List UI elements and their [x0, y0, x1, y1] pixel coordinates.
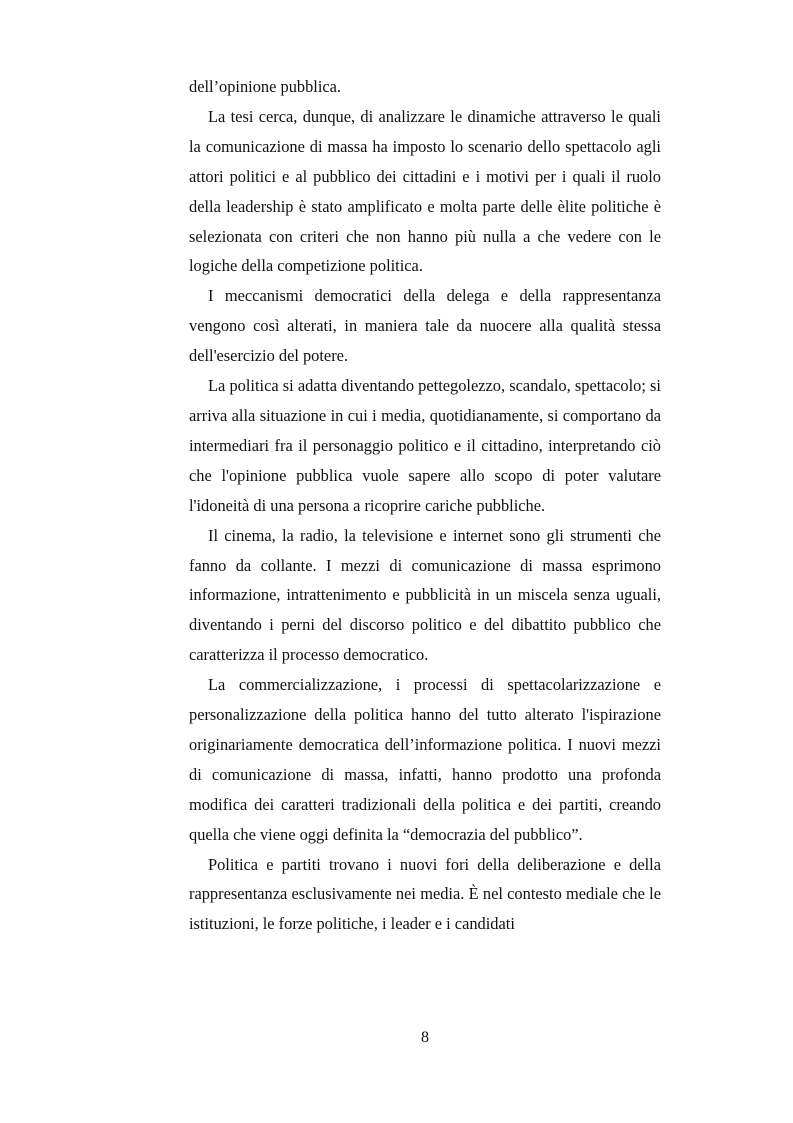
paragraph: La politica si adatta diventando pettegolezzo, scandalo, spettacolo; si arriva alla situazione in cui i media, quotidianamente, si comportano da intermediari fra il personaggio politico e il cittadino, interpretando ciò che l'opinione pubblica vuole sapere allo scopo di poter valutare l'idoneità di una persona a ricoprire cariche pubbliche. — [189, 376, 661, 515]
paragraph-last: Politica e partiti trovano i nuovi fori della deliberazione e della rappresentanza esclusivamente nei media. È nel contesto mediale che le istituzioni, le forze politiche, i leader e i candidati — [189, 854, 661, 934]
paragraph: La commercializzazione, i processi di spettacolarizzazione e personalizzazione della politica hanno del tutto alterato l'ispirazione originariamente democratica dell’informazione politica. I nuovi mezzi di comunicazione di massa, infatti, hanno prodotto una profonda modifica dei caratteri tradizionali della politica e dei partiti, creando quella che viene oggi definita la “democrazia del pubblico”. — [189, 675, 661, 844]
page-number: 8 — [421, 1029, 429, 1046]
paragraph: Il cinema, la radio, la televisione e internet sono gli strumenti che fanno da collante. I mezzi di comunicazione di massa esprimono informazione, intrattenimento e pubblicità in un miscela senza uguali, diventando i perni del discorso politico e del dibattito pubblico che caratterizza il processo democratico. — [189, 525, 661, 665]
page-body — [189, 72, 661, 939]
paragraph: La tesi cerca, dunque, di analizzare le dinamiche attraverso le quali la comunicazione di massa ha imposto lo scenario dello spettacolo agli attori politici e al pubblico dei cittadini e i motivi per i quali il ruolo della leadership è stato amplificato e molta parte delle èlite politiche è selezionata con criteri che non hanno più nulla a che vedere con le logiche della competizione politica. — [189, 106, 661, 276]
paragraph: I meccanismi democratici della delega e della rappresentanza vengono così alterati, in maniera tale da nuocere alla qualità stessa dell'esercizio del potere. — [189, 286, 661, 366]
paragraph-continuation: dell’opinione pubblica. — [189, 77, 342, 96]
